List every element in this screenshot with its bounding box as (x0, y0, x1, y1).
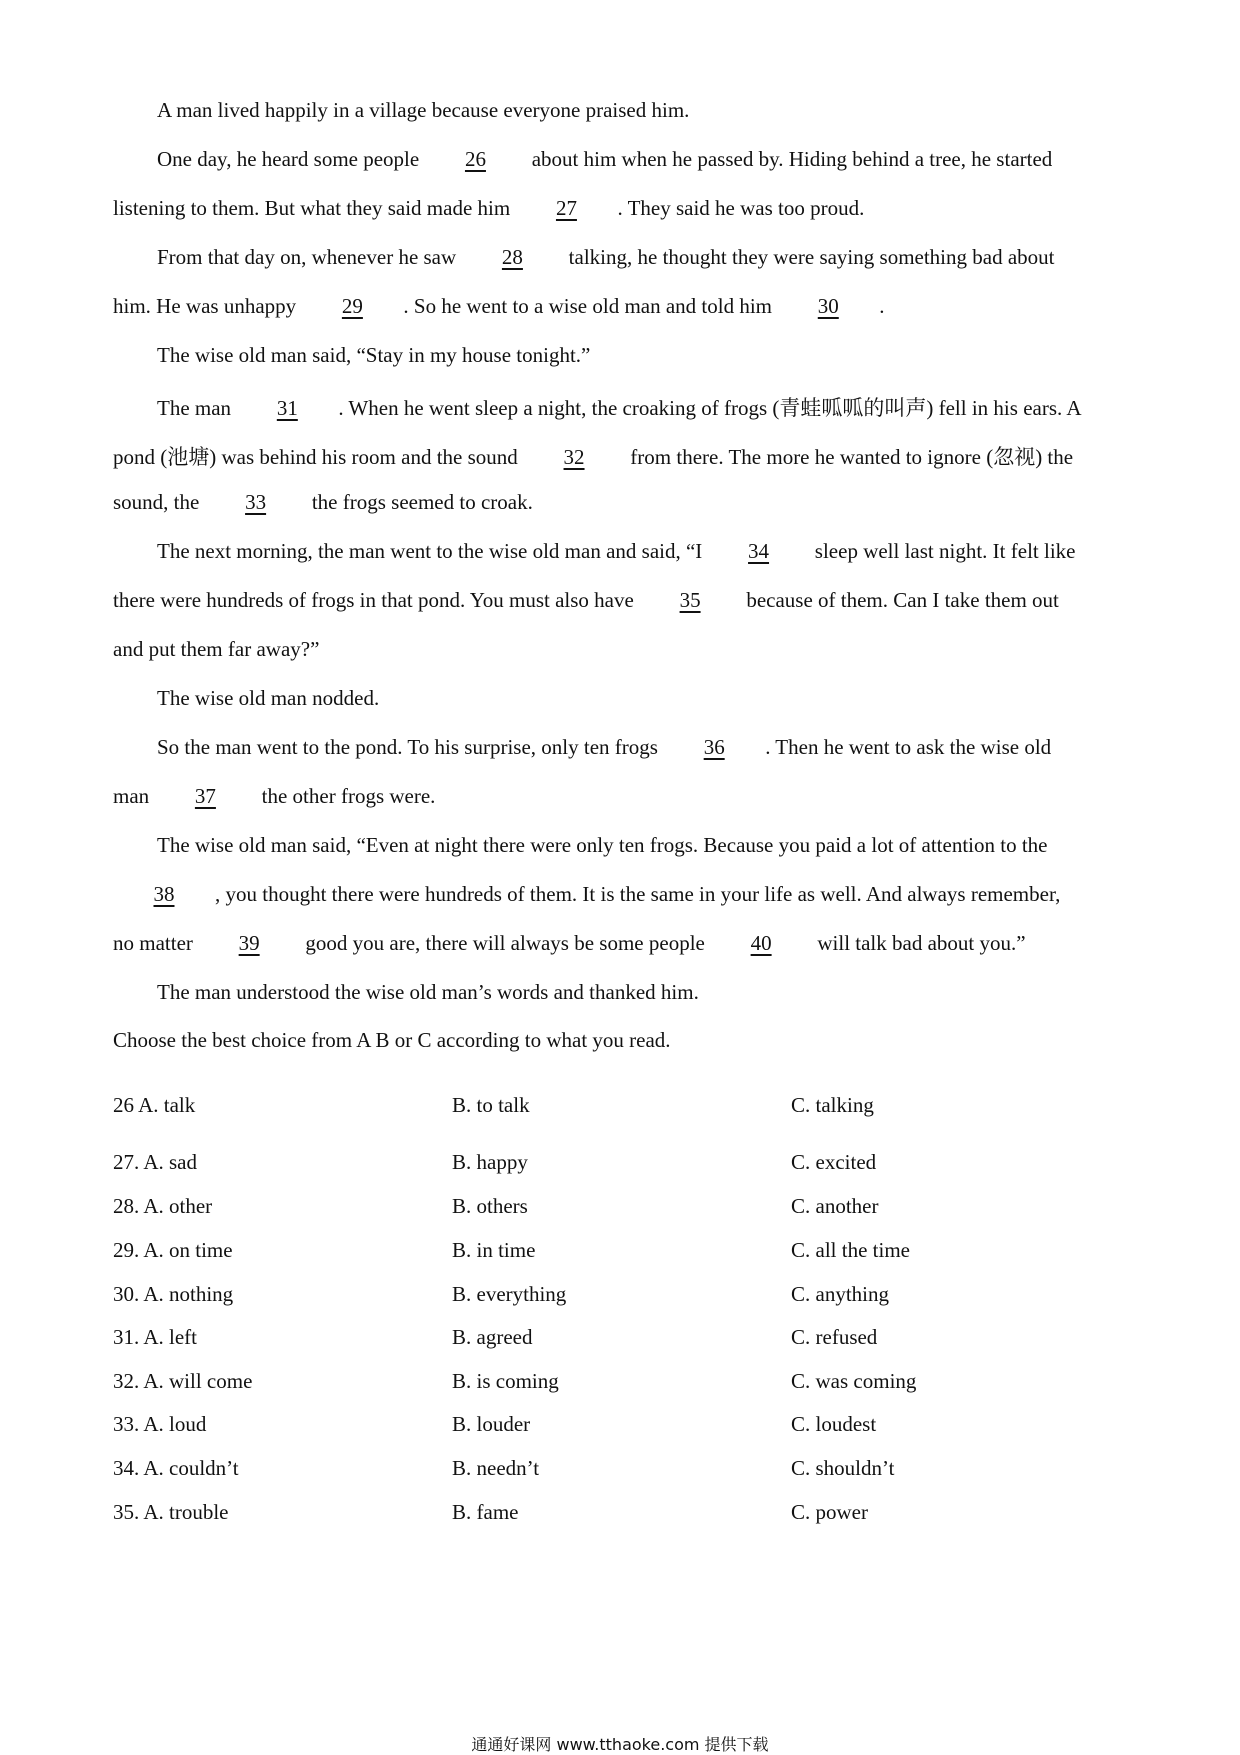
question-options-row (113, 1282, 1123, 1310)
passage-line (157, 686, 1167, 711)
passage-line (157, 980, 1167, 1005)
blank-38: 38 (153, 882, 175, 906)
option-c: C. another (791, 1194, 879, 1218)
passage-line (157, 147, 1167, 172)
option-b: B. louder (452, 1412, 531, 1436)
passage-text: sound, the (113, 490, 205, 514)
option-c: C. was coming (791, 1369, 917, 1393)
question-options-row (113, 1194, 1123, 1222)
passage-text: because of them. Can I take them out (741, 588, 1059, 612)
blank-29: 29 (341, 294, 363, 318)
blank-39: 39 (238, 931, 260, 955)
passage-text: there were hundreds of frogs in that pond. You must also have (113, 588, 640, 612)
blank-30: 30 (817, 294, 839, 318)
option-c: C. excited (791, 1150, 877, 1174)
passage-text: the frogs seemed to croak. (306, 490, 533, 514)
passage-text: from there. The more he wanted to ignore (忽视) the (625, 445, 1074, 469)
option-a: 28. A. other (113, 1194, 213, 1218)
page-footer: 通通好课网 www.tthaoke.com 提供下载 (471, 1735, 769, 1754)
passage-line (113, 441, 1123, 471)
option-c: C. talking (791, 1093, 874, 1117)
blank-32: 32 (563, 445, 585, 469)
option-b: B. agreed (452, 1325, 533, 1349)
option-a: 26 A. talk (113, 1093, 196, 1117)
passage-line (157, 245, 1167, 270)
passage-text: . They said he was too proud. (617, 196, 865, 220)
passage-text: , you thought there were hundreds of them. It is the same in your life as well. And always remember, (215, 882, 1061, 906)
blank-36: 36 (703, 735, 725, 759)
option-b: B. everything (452, 1282, 567, 1306)
passage-line (113, 588, 1123, 613)
option-c: C. shouldn’t (791, 1456, 895, 1480)
option-b: B. to talk (452, 1093, 530, 1117)
passage-text: The man understood the wise old man’s words and thanked him. (157, 980, 699, 1004)
passage-text: From that day on, whenever he saw (157, 245, 462, 269)
passage-text: talking, he thought they were saying something bad about (563, 245, 1055, 269)
passage-line (113, 882, 1123, 907)
passage-line (113, 294, 1123, 319)
passage-text: listening to them. But what they said made him (113, 196, 516, 220)
passage-text: The wise old man said, “Even at night there were only ten frogs. Because you paid a lot of attention to the (157, 833, 1048, 857)
option-b: B. happy (452, 1150, 528, 1174)
passage-line (157, 392, 1167, 422)
passage-text: pond (池塘) was behind his room and the sound (113, 445, 524, 469)
option-c: C. all the time (791, 1238, 910, 1262)
passage-line (113, 637, 1123, 662)
option-a: 31. A. left (113, 1325, 197, 1349)
question-options-row (113, 1238, 1123, 1266)
passage-line (113, 931, 1123, 956)
question-options-row (113, 1325, 1123, 1353)
passage-text: about him when he passed by. Hiding behind a tree, he started (526, 147, 1053, 171)
passage-line (157, 735, 1167, 760)
passage-text: The wise old man nodded. (157, 686, 380, 710)
option-c: C. anything (791, 1282, 889, 1306)
option-b: B. needn’t (452, 1456, 540, 1480)
option-a: 32. A. will come (113, 1369, 253, 1393)
passage-text: So the man went to the pond. To his surprise, only ten frogs (157, 735, 664, 759)
question-options-row (113, 1369, 1123, 1397)
option-c: C. refused (791, 1325, 878, 1349)
option-a: 29. A. on time (113, 1238, 233, 1262)
passage-text: . So he went to a wise old man and told him (403, 294, 778, 318)
passage-line (157, 833, 1167, 858)
option-a: 30. A. nothing (113, 1282, 234, 1306)
option-a: 27. A. sad (113, 1150, 197, 1174)
option-a: 35. A. trouble (113, 1500, 229, 1524)
passage-text: will talk bad about you.” (812, 931, 1026, 955)
passage-line (113, 490, 1123, 515)
passage-line (113, 784, 1123, 809)
option-a: 33. A. loud (113, 1412, 207, 1436)
question-options-row (113, 1412, 1123, 1440)
blank-27: 27 (555, 196, 577, 220)
passage-line (113, 196, 1123, 221)
question-options-row (113, 1150, 1123, 1178)
passage-text: and put them far away?” (113, 637, 320, 661)
passage-text: him. He was unhappy (113, 294, 302, 318)
passage-text: man (113, 784, 155, 808)
passage-text: sleep well last night. It felt like (809, 539, 1076, 563)
passage-text: . When he went sleep a night, the croaking of frogs (青蛙呱呱的叫声) fell in his ears. A (338, 396, 1082, 420)
option-c: C. power (791, 1500, 868, 1524)
passage-text: The man (157, 396, 237, 420)
passage-text: One day, he heard some people (157, 147, 425, 171)
passage-line (157, 343, 1167, 368)
option-b: B. others (452, 1194, 528, 1218)
option-c: C. loudest (791, 1412, 877, 1436)
passage-text: The next morning, the man went to the wise old man and said, “I (157, 539, 708, 563)
passage-text: no matter (113, 931, 199, 955)
passage-text: the other frogs were. (256, 784, 436, 808)
option-b: B. in time (452, 1238, 536, 1262)
option-a: 34. A. couldn’t (113, 1456, 239, 1480)
passage-text: good you are, there will always be some people (300, 931, 711, 955)
question-options-row (113, 1093, 1123, 1121)
option-b: B. is coming (452, 1369, 559, 1393)
blank-37: 37 (194, 784, 216, 808)
blank-33: 33 (245, 490, 267, 514)
question-options-row (113, 1456, 1123, 1484)
blank-35: 35 (679, 588, 701, 612)
passage-text: A man lived happily in a village because everyone praised him. (157, 98, 690, 122)
blank-40: 40 (750, 931, 772, 955)
blank-34: 34 (748, 539, 770, 563)
instruction-line (113, 1028, 1123, 1053)
passage-line (157, 539, 1167, 564)
passage-text: Choose the best choice from A B or C according to what you read. (113, 1028, 671, 1052)
option-b: B. fame (452, 1500, 519, 1524)
blank-26: 26 (464, 147, 486, 171)
passage-text: . Then he went to ask the wise old (765, 735, 1052, 759)
passage-text: . (879, 294, 885, 318)
blank-28: 28 (501, 245, 523, 269)
blank-31: 31 (276, 396, 298, 420)
passage-line (157, 98, 1167, 123)
passage-text: The wise old man said, “Stay in my house tonight.” (157, 343, 591, 367)
question-options-row (113, 1500, 1123, 1528)
